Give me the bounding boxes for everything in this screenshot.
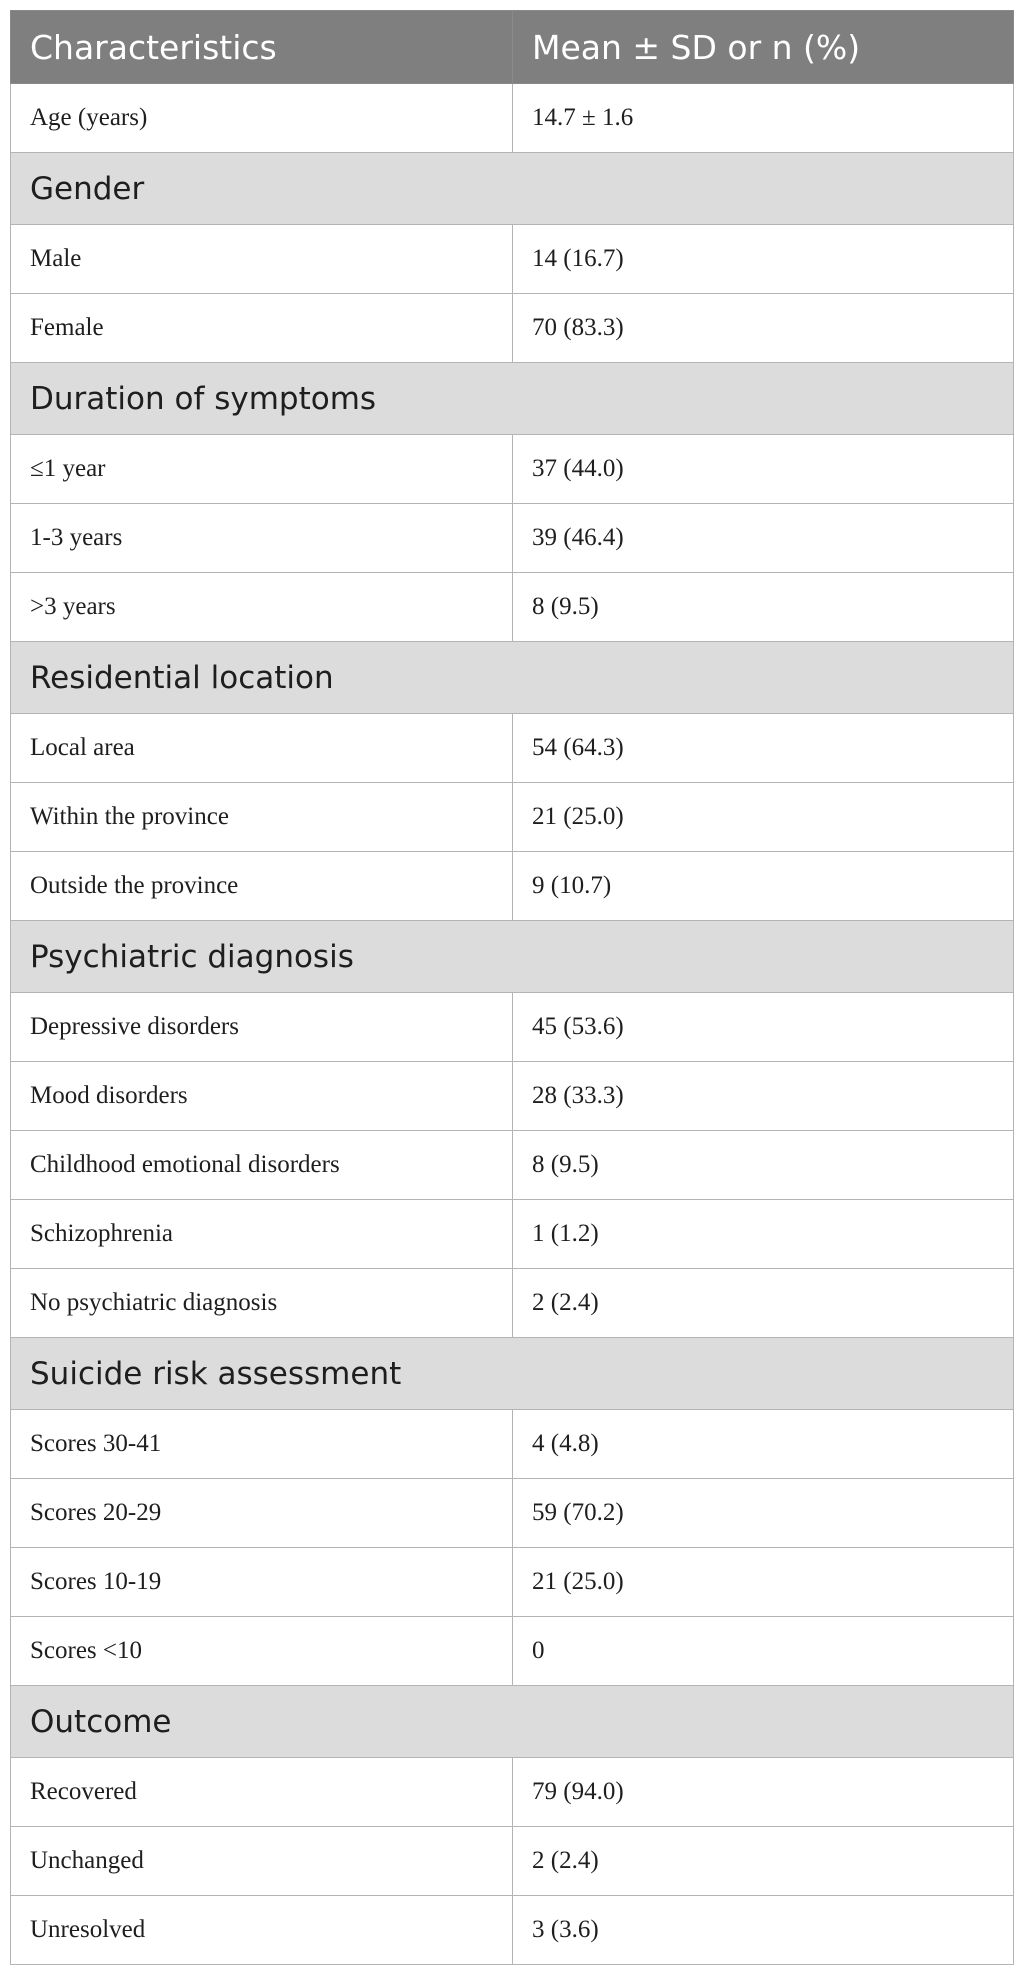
header-mean-sd: Mean ± SD or n (%) bbox=[513, 11, 1014, 84]
row-label: Unchanged bbox=[11, 1827, 513, 1896]
table-row bbox=[11, 1758, 1014, 1827]
row-label: Local area bbox=[11, 714, 513, 783]
row-value: 21 (25.0) bbox=[513, 783, 1014, 852]
section-row bbox=[11, 153, 1014, 225]
row-value: 0 bbox=[513, 1617, 1014, 1686]
table-row bbox=[11, 1827, 1014, 1896]
table-row bbox=[11, 1269, 1014, 1338]
row-label: Within the province bbox=[11, 783, 513, 852]
table-row bbox=[11, 294, 1014, 363]
row-value: 39 (46.4) bbox=[513, 504, 1014, 573]
row-value: 2 (2.4) bbox=[513, 1269, 1014, 1338]
section-row bbox=[11, 642, 1014, 714]
row-label: Unresolved bbox=[11, 1896, 513, 1965]
row-value: 4 (4.8) bbox=[513, 1410, 1014, 1479]
row-label: Scores 30-41 bbox=[11, 1410, 513, 1479]
table-row bbox=[11, 1479, 1014, 1548]
table-row bbox=[11, 1896, 1014, 1965]
table-row bbox=[11, 504, 1014, 573]
row-label: Scores 10-19 bbox=[11, 1548, 513, 1617]
table-row bbox=[11, 783, 1014, 852]
table-row bbox=[11, 84, 1014, 153]
section-title: Gender bbox=[11, 153, 1014, 225]
row-value: 14 (16.7) bbox=[513, 225, 1014, 294]
row-label: Male bbox=[11, 225, 513, 294]
row-value: 8 (9.5) bbox=[513, 573, 1014, 642]
row-label: ≤1 year bbox=[11, 435, 513, 504]
row-label: Depressive disorders bbox=[11, 993, 513, 1062]
section-title: Outcome bbox=[11, 1686, 1014, 1758]
row-label: Scores <10 bbox=[11, 1617, 513, 1686]
table-row bbox=[11, 1062, 1014, 1131]
section-row bbox=[11, 1686, 1014, 1758]
row-label: Recovered bbox=[11, 1758, 513, 1827]
table-body bbox=[11, 84, 1014, 1965]
header-characteristics: Characteristics bbox=[11, 11, 513, 84]
row-label: Outside the province bbox=[11, 852, 513, 921]
section-row bbox=[11, 363, 1014, 435]
row-value: 45 (53.6) bbox=[513, 993, 1014, 1062]
row-label: >3 years bbox=[11, 573, 513, 642]
row-value: 28 (33.3) bbox=[513, 1062, 1014, 1131]
row-value: 21 (25.0) bbox=[513, 1548, 1014, 1617]
table-header bbox=[11, 11, 1014, 84]
row-value: 2 (2.4) bbox=[513, 1827, 1014, 1896]
section-row bbox=[11, 1338, 1014, 1410]
section-title: Psychiatric diagnosis bbox=[11, 921, 1014, 993]
section-row bbox=[11, 921, 1014, 993]
row-label: Age (years) bbox=[11, 84, 513, 153]
table-row bbox=[11, 993, 1014, 1062]
table-row bbox=[11, 573, 1014, 642]
row-value: 14.7 ± 1.6 bbox=[513, 84, 1014, 153]
row-value: 8 (9.5) bbox=[513, 1131, 1014, 1200]
row-label: No psychiatric diagnosis bbox=[11, 1269, 513, 1338]
row-value: 79 (94.0) bbox=[513, 1758, 1014, 1827]
table-row bbox=[11, 1617, 1014, 1686]
table-row bbox=[11, 1200, 1014, 1269]
row-value: 3 (3.6) bbox=[513, 1896, 1014, 1965]
row-label: Scores 20-29 bbox=[11, 1479, 513, 1548]
table-row bbox=[11, 714, 1014, 783]
table-row bbox=[11, 225, 1014, 294]
table-row bbox=[11, 852, 1014, 921]
row-value: 1 (1.2) bbox=[513, 1200, 1014, 1269]
row-label: Schizophrenia bbox=[11, 1200, 513, 1269]
section-title: Residential location bbox=[11, 642, 1014, 714]
table-row bbox=[11, 1410, 1014, 1479]
section-title: Duration of symptoms bbox=[11, 363, 1014, 435]
row-value: 54 (64.3) bbox=[513, 714, 1014, 783]
characteristics-table bbox=[10, 10, 1014, 1965]
row-value: 37 (44.0) bbox=[513, 435, 1014, 504]
row-label: Mood disorders bbox=[11, 1062, 513, 1131]
row-label: 1-3 years bbox=[11, 504, 513, 573]
table-row bbox=[11, 1131, 1014, 1200]
table-row bbox=[11, 435, 1014, 504]
row-value: 59 (70.2) bbox=[513, 1479, 1014, 1548]
row-value: 9 (10.7) bbox=[513, 852, 1014, 921]
table-row bbox=[11, 1548, 1014, 1617]
row-value: 70 (83.3) bbox=[513, 294, 1014, 363]
row-label: Childhood emotional disorders bbox=[11, 1131, 513, 1200]
row-label: Female bbox=[11, 294, 513, 363]
header-row bbox=[11, 11, 1014, 84]
section-title: Suicide risk assessment bbox=[11, 1338, 1014, 1410]
